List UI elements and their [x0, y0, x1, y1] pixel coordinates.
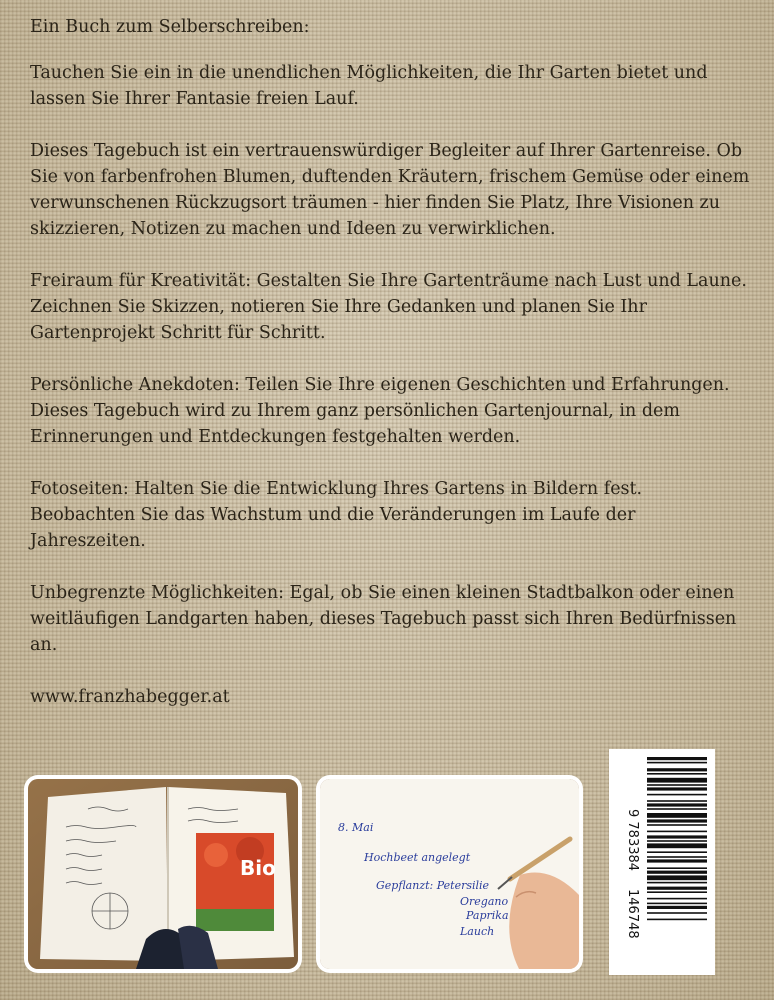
barcode-bar — [647, 875, 707, 880]
barcode-bar — [647, 762, 707, 764]
paragraph-companion: Dieses Tagebuch ist ein vertrauenswürdiger Begleiter auf Ihrer Gartenreise. Ob Sie von farbenfrohen Blumen, duftenden Kräutern, frischem Gemüse oder einem verwunschenen Rückzugsort träumen - hier finden Sie Platz, Ihre Visionen zu skizzieren, Notizen zu machen und Ideen zu verwirklichen. — [30, 141, 750, 239]
barcode-bar — [647, 831, 707, 833]
barcode-bar — [647, 856, 707, 858]
back-cover-text — [30, 14, 750, 736]
barcode-bar — [647, 819, 707, 822]
barcode-bar — [647, 800, 707, 802]
barcode-bar — [647, 757, 707, 760]
barcode-bar — [647, 787, 707, 790]
barcode-bar — [647, 882, 707, 884]
barcode-bar — [647, 803, 707, 806]
barcode-bar — [647, 851, 707, 853]
barcode-digits-left: 9 783384 — [625, 809, 640, 872]
barcode-bars — [647, 757, 707, 920]
barcode-bar — [647, 906, 707, 909]
paragraph-imagination: Tauchen Sie ein in die unendlichen Möglichkeiten, die Ihr Garten bietet und lassen Sie Ihrer Fantasie freien Lauf. — [30, 63, 708, 109]
note-line-5: Lauch — [460, 925, 495, 938]
paragraph-anecdotes: Persönliche Anekdoten: Teilen Sie Ihre eigenen Geschichten und Erfahrungen. Dieses Tagebuch wird zu Ihrem ganz persönlichen Gartenjournal, in dem Erinnerungen und Entdeckungen festgehalten werden. — [30, 375, 730, 447]
barcode-bar — [647, 794, 707, 796]
barcode-bar — [647, 919, 707, 921]
isbn-barcode — [609, 749, 715, 975]
journal-illustration — [28, 779, 298, 969]
barcode-bar — [647, 824, 707, 826]
barcode-bar — [647, 813, 707, 818]
paragraph-creativity: Freiraum für Kreativität: Gestalten Sie Ihre Gartenträume nach Lust und Laune. Zeichnen Sie Skizzen, notieren Sie Ihre Gedanken und planen Sie Ihr Gartenprojekt Schritt für Schritt. — [30, 271, 747, 343]
barcode-bar — [647, 835, 707, 838]
seed-packet-label: Bio — [240, 856, 276, 880]
note-date: 8. Mai — [338, 821, 374, 834]
barcode-bar — [647, 859, 707, 862]
barcode-bar — [647, 891, 707, 893]
journal-photo-open-book — [24, 775, 302, 973]
barcode-bar — [647, 840, 707, 842]
paragraph-possibilities: Unbegrenzte Möglichkeiten: Egal, ob Sie einen kleinen Stadtbalkon oder einen weitläufigen Landgarten haben, dieses Tagebuch passt sich Ihren Bedürfnissen an. — [30, 583, 737, 655]
barcode-bar — [647, 808, 707, 810]
barcode-graphic — [609, 749, 715, 975]
intro-line: Ein Buch zum Selberschreiben: — [30, 17, 310, 37]
website-url: www.franzhabegger.at — [30, 687, 230, 707]
barcode-bar — [647, 784, 707, 786]
barcode-digits-right: 146748 — [625, 889, 640, 939]
barcode-bar — [647, 887, 707, 890]
barcode-bar — [647, 773, 707, 775]
handwriting-illustration — [320, 779, 579, 969]
barcode-bar — [647, 768, 707, 771]
barcode-bar — [647, 867, 707, 869]
barcode-bar — [647, 843, 707, 848]
barcode-bar — [647, 912, 707, 914]
note-line-1: Hochbeet angelegt — [364, 851, 471, 864]
barcode-bar — [647, 871, 707, 874]
barcode-bar — [647, 778, 707, 783]
paragraph-photo-pages: Fotoseiten: Halten Sie die Entwicklung Ihres Gartens in Bildern fest. Beobachten Sie das Wachstum und die Veränderungen im Laufe der Jahreszeiten. — [30, 479, 643, 551]
note-line-4: Paprika — [466, 909, 509, 922]
note-line-3: Oregano — [460, 895, 509, 908]
barcode-bar — [647, 903, 707, 905]
note-line-2: Gepflanzt: Petersilie — [376, 879, 490, 892]
journal-photo-handwriting — [316, 775, 583, 973]
barcode-bar — [647, 898, 707, 900]
